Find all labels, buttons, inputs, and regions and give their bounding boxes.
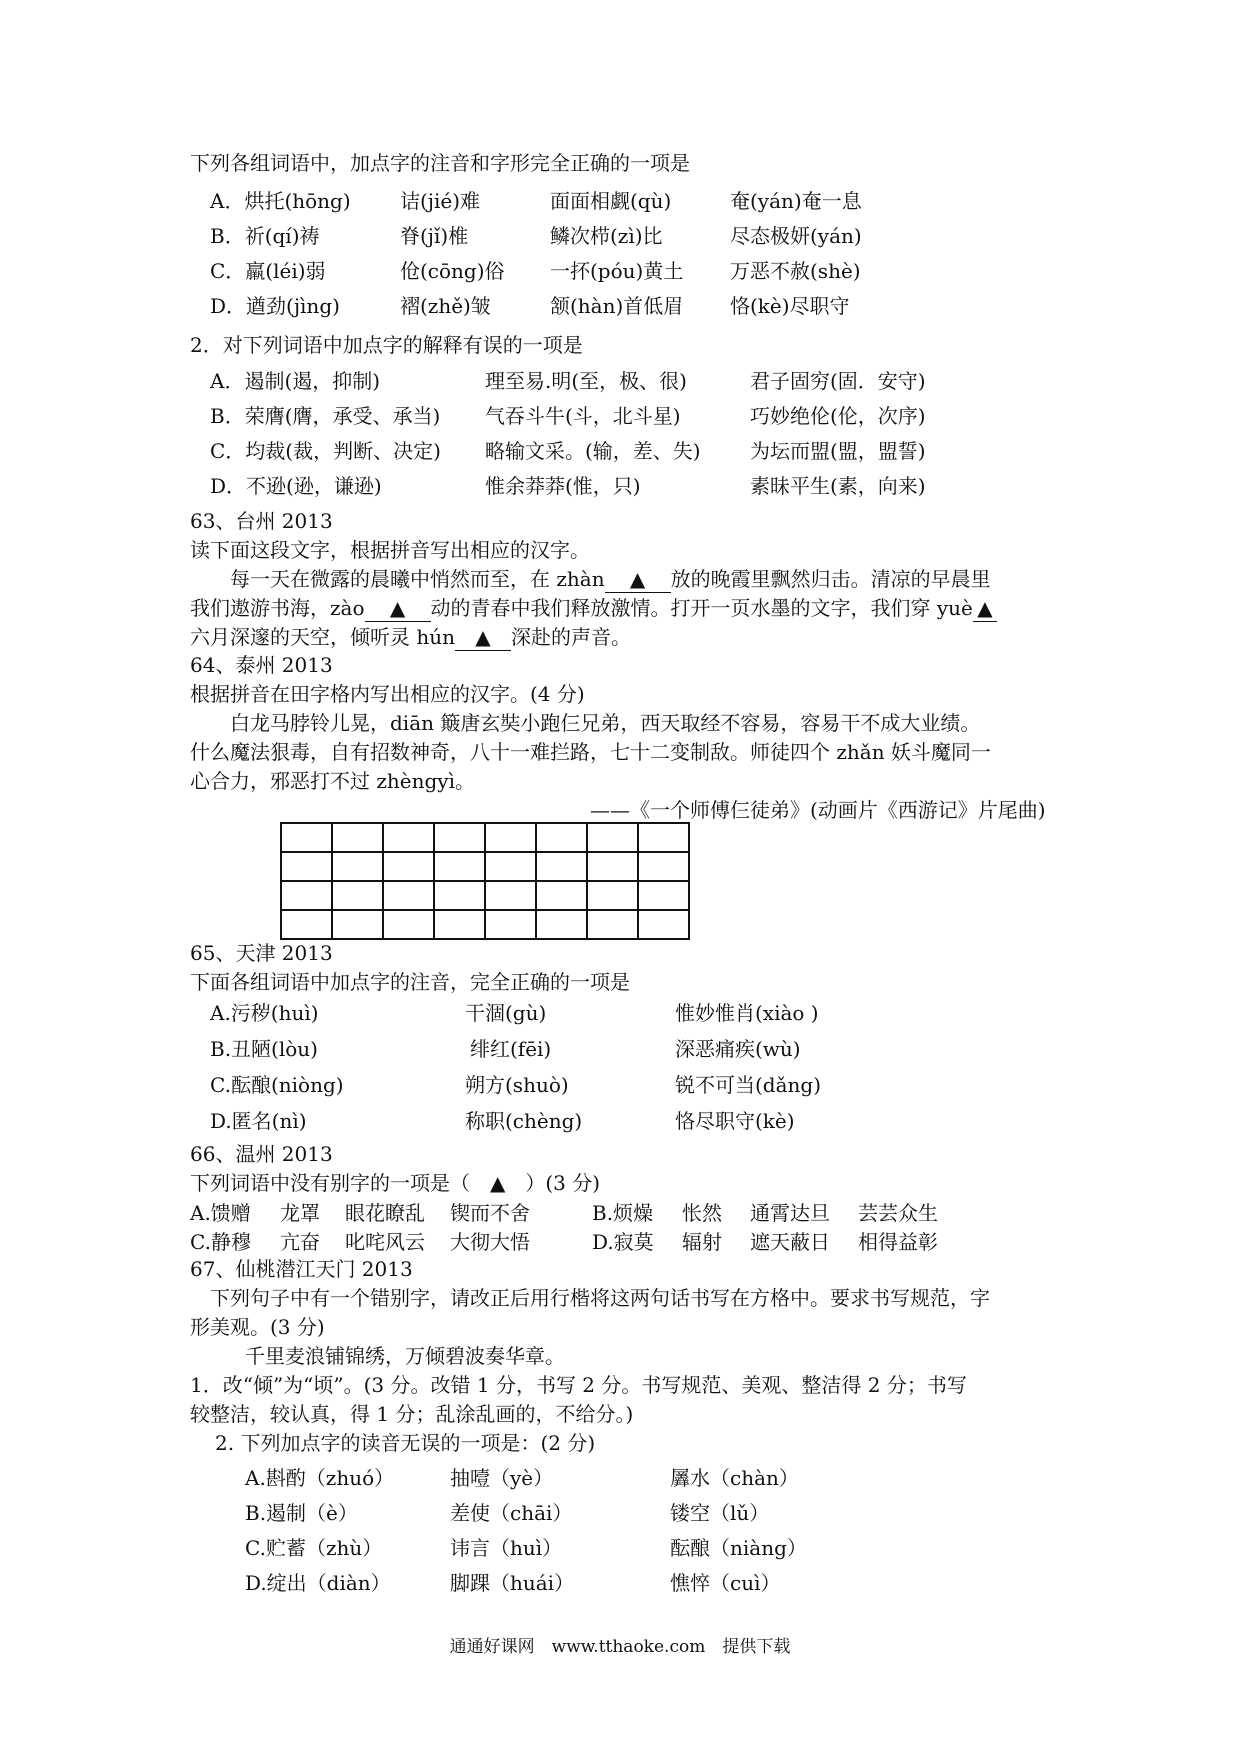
option-item: D.寂莫 [592,1230,654,1254]
answer-blank[interactable]: ▲ [973,595,997,622]
passage-line [190,624,631,651]
passage-text: 我们遨游书海，zào [190,596,365,620]
section-header: 63、台州 2013 [190,509,333,533]
passage-line: 白龙马脖铃儿晃，diān 簸唐玄奘小跑仨兄弟，西天取经不容易，容易干不成大业绩。 [230,711,981,735]
option-item: 遮天蔽日 [750,1230,830,1254]
option-d-3: 颔(hàn)首低眉 [550,294,684,318]
option-a-1: A．烘托(hōng) [210,189,351,213]
option-item: 亢奋 [280,1230,320,1254]
option-item: 叱咤风云 [345,1230,425,1254]
question-stem: 读下面这段文字，根据拼音写出相应的汉字。 [190,538,590,562]
answer-text: 1．改“倾”为“顷”。(3 分。改错 1 分，书写 2 分。书写规范、美观、整洁得 2 分；书写 [190,1373,967,1397]
option-b-1: B．荣膺(膺，承受、承当) [210,404,441,428]
question-stem: 下列句子中有一个错别字，请改正后用行楷将这两句话书写在方格中。要求书写规范，字 [210,1286,990,1310]
option-a-1: A.斟酌（zhuó） [245,1466,395,1490]
option-b-1: B．祈(qí)祷 [210,224,320,248]
option-c-2: 朔方(shuò) [465,1073,569,1097]
option-c-3: 锐不可当(dǎng) [675,1073,822,1097]
example-sentence: 千里麦浪铺锦绣，万倾碧波奏华章。 [245,1344,565,1368]
option-c-2: 伧(cōng)俗 [400,259,505,283]
section-header: 64、泰州 2013 [190,653,333,677]
option-a-1: A.污秽(huì) [210,1001,319,1025]
option-item: 龙罩 [280,1201,320,1225]
option-item: 芸芸众生 [858,1201,938,1225]
option-a-1: A．遏制(遏，抑制) [210,369,381,393]
option-d-3: 憔悴（cuì） [670,1571,781,1595]
option-b-4: 尽态极妍(yán) [730,224,862,248]
option-item: A.馈赠 [190,1201,251,1225]
answer-text: 较整洁，较认真，得 1 分；乱涂乱画的，不给分。) [190,1402,634,1426]
option-b-1: B.丑陋(lòu) [210,1037,318,1061]
option-b-2: 差使（chāi） [450,1501,573,1525]
option-c-3: 一抔(póu)黄土 [550,259,684,283]
passage-text: 深赴的声音。 [511,625,631,649]
option-a-3: 惟妙惟肖(xiào ) [675,1001,819,1025]
option-c-1: C．羸(léi)弱 [210,259,326,283]
option-c-1: C.贮蓄（zhù） [245,1536,383,1560]
option-d-4: 恪(kè)尽职守 [730,294,850,318]
option-d-2: 惟余莽莽(惟，只) [485,474,641,498]
section-header: 67、仙桃潜江天门 2013 [190,1257,413,1281]
option-a-3: 君子固穷(固．安守) [750,369,926,393]
option-d-1: D．遒劲(jìng) [210,294,340,318]
answer-blank[interactable]: ▲ [455,624,511,651]
option-a-2: 诘(jié)难 [400,189,481,213]
passage-text: 六月深邃的天空，倾听灵 hún [190,625,455,649]
answer-blank[interactable]: ▲ [605,566,671,593]
option-item: C.静穆 [190,1230,251,1254]
option-d-2: 称职(chèng) [465,1109,583,1133]
option-a-2: 干涸(gù) [465,1001,547,1025]
passage-text: 每一天在微露的晨曦中悄然而至，在 zhàn [230,567,605,591]
passage-text: 动的青春中我们释放激情。打开一页水墨的文字，我们穿 yuè [430,596,973,620]
option-a-2: 抽噎（yè） [450,1466,554,1490]
question-stem: 2. 下列加点字的读音无误的一项是：(2 分) [215,1431,596,1455]
option-a-3: 面面相觑(qù) [550,189,672,213]
passage-text: 放的晚霞里飘然归击。清凉的早晨里 [670,567,991,591]
option-d-2: 脚踝（huái） [450,1571,575,1595]
question-stem: 下列各组词语中，加点字的注音和字形完全正确的一项是 [190,151,690,175]
option-item: 大彻大悟 [450,1230,530,1254]
option-b-2: 脊(jǐ)椎 [400,224,469,248]
option-d-2: 褶(zhě)皱 [400,294,491,318]
option-d-1: D.匿名(nì) [210,1109,307,1133]
option-c-4: 万恶不赦(shè) [730,259,861,283]
option-a-3: 羼水（chàn） [670,1466,799,1490]
option-d-1: D.绽出（diàn） [245,1571,391,1595]
option-b-3: 镂空（lǔ） [670,1501,770,1525]
option-b-1: B.遏制（è） [245,1501,358,1525]
option-item: 通霄达旦 [750,1201,830,1225]
option-c-2: 讳言（huì） [450,1536,563,1560]
option-item: 辐射 [682,1230,722,1254]
option-c-1: C．均裁(裁，判断、决定) [210,439,441,463]
question-stem: 根据拼音在田字格内写出相应的汉字。(4 分) [190,682,585,706]
question-stem: 2．对下列词语中加点字的解释有误的一项是 [190,333,583,357]
source-citation: ——《一个师傅仨徒弟》(动画片《西游记》片尾曲) [590,798,1046,822]
option-d-1: D．不逊(逊，谦逊) [210,474,382,498]
option-a-4: 奄(yán)奄一息 [730,189,862,213]
option-d-3: 素昧平生(素，向来) [750,474,926,498]
section-header: 66、温州 2013 [190,1142,333,1166]
passage-line: 什么魔法狠毒，自有招数神奇，八十一难拦路，七十二变制敌。师徒四个 zhǎn 妖斗魔同一 [190,740,991,764]
option-b-2: 绯红(fēi) [470,1037,552,1061]
option-c-3: 为坛而盟(盟，盟誓) [750,439,926,463]
option-item: 相得益彰 [858,1230,938,1254]
option-item: 眼花瞭乱 [345,1201,425,1225]
question-stem: 下面各组词语中加点字的注音，完全正确的一项是 [190,970,630,994]
option-c-3: 酝酿（niàng） [670,1536,807,1560]
option-c-2: 略输文采。(输，差、失) [485,439,701,463]
question-stem: 形美观。(3 分) [190,1315,325,1339]
option-c-1: C.酝酿(niòng) [210,1073,344,1097]
option-b-2: 气吞斗牛(斗，北斗星) [485,404,681,428]
passage-line [230,566,991,593]
option-item: B.烦燥 [592,1201,654,1225]
writing-grid[interactable] [280,822,690,940]
option-item: 怅然 [682,1201,722,1225]
passage-line: 心合力，邪恶打不过 zhèngyì。 [190,769,475,793]
question-stem: 下列词语中没有别字的一项是（ ▲ ）(3 分) [190,1171,601,1195]
page-footer: 通通好课网 www.tthaoke.com 提供下载 [449,1637,791,1657]
option-item: 锲而不舍 [450,1201,530,1225]
option-d-3: 恪尽职守(kè) [675,1109,795,1133]
option-b-3: 深恶痛疾(wù) [675,1037,801,1061]
option-b-3: 鳞次栉(zì)比 [550,224,663,248]
option-a-2: 理至易.明(至，极、很) [485,369,687,393]
section-header: 65、天津 2013 [190,941,333,965]
option-b-3: 巧妙绝伦(伦，次序) [750,404,926,428]
answer-blank[interactable]: ▲ [365,595,431,622]
passage-line [190,595,997,622]
